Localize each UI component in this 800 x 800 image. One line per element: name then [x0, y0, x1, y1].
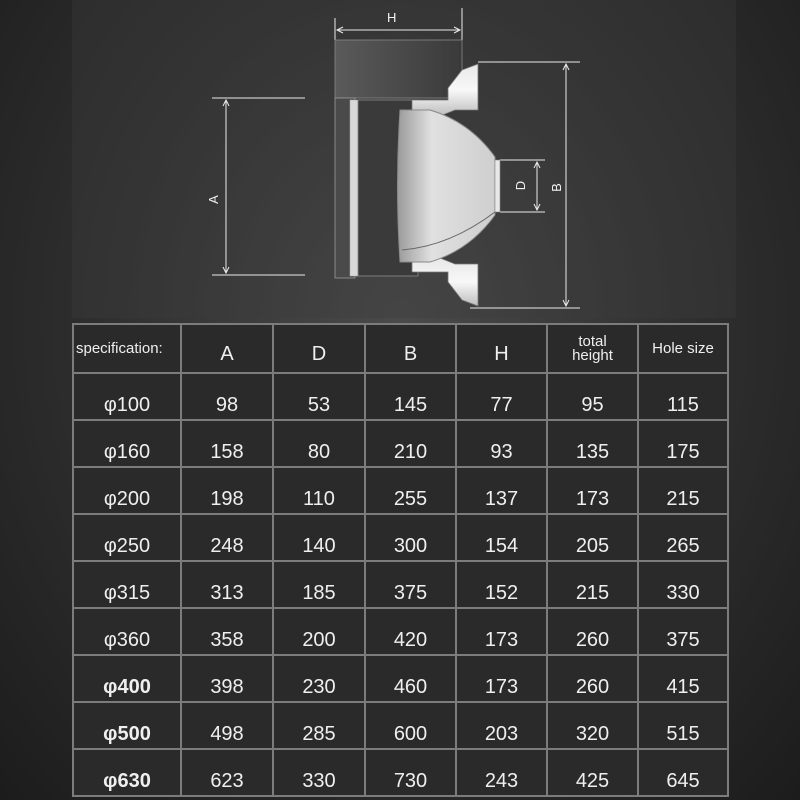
cell-spec: φ400 — [74, 656, 180, 701]
cell-hole-size: 330 — [639, 562, 727, 607]
cell-a: 198 — [182, 468, 272, 513]
cell-spec: φ160 — [74, 421, 180, 466]
cell-total-height: 320 — [548, 703, 637, 748]
cell-spec: φ250 — [74, 515, 180, 560]
cell-hole-size: 375 — [639, 609, 727, 654]
mount-block-top — [335, 40, 462, 98]
cell-spec: φ360 — [74, 609, 180, 654]
header-hole-size: Hole size — [639, 325, 727, 372]
table-row — [74, 750, 727, 795]
cell-spec: φ200 — [74, 468, 180, 513]
cell-hole-size: 215 — [639, 468, 727, 513]
cell-a: 158 — [182, 421, 272, 466]
cell-hole-size: 175 — [639, 421, 727, 466]
cell-d: 110 — [274, 468, 364, 513]
table-row — [74, 374, 727, 419]
cell-total-height: 215 — [548, 562, 637, 607]
cell-h: 173 — [457, 656, 546, 701]
cell-a: 98 — [182, 374, 272, 419]
cap-nozzle — [495, 160, 500, 212]
cell-hole-size: 415 — [639, 656, 727, 701]
cell-h: 152 — [457, 562, 546, 607]
cell-spec: φ100 — [74, 374, 180, 419]
cell-hole-size: 265 — [639, 515, 727, 560]
cell-h: 93 — [457, 421, 546, 466]
cell-d: 200 — [274, 609, 364, 654]
header-total-line1: total — [578, 332, 607, 350]
table-row — [74, 609, 727, 654]
cell-d: 53 — [274, 374, 364, 419]
cell-b: 300 — [366, 515, 455, 560]
cell-total-height: 205 — [548, 515, 637, 560]
cell-spec: φ500 — [74, 703, 180, 748]
cell-h: 137 — [457, 468, 546, 513]
header-specification: specification: — [74, 325, 180, 372]
cell-h: 77 — [457, 374, 546, 419]
cell-hole-size: 645 — [639, 750, 727, 795]
cell-h: 203 — [457, 703, 546, 748]
header-d: D — [274, 325, 364, 372]
cell-a: 358 — [182, 609, 272, 654]
cell-b: 375 — [366, 562, 455, 607]
cell-total-height: 260 — [548, 656, 637, 701]
cell-d: 185 — [274, 562, 364, 607]
cell-b: 420 — [366, 609, 455, 654]
cell-total-height: 425 — [548, 750, 637, 795]
cell-spec: φ630 — [74, 750, 180, 795]
cell-total-height: 95 — [548, 374, 637, 419]
label-d: D — [513, 180, 529, 191]
cell-b: 210 — [366, 421, 455, 466]
cell-h: 243 — [457, 750, 546, 795]
header-total-line2: height — [572, 346, 613, 364]
cell-a: 498 — [182, 703, 272, 748]
cell-a: 313 — [182, 562, 272, 607]
table-row — [74, 515, 727, 560]
table-row — [74, 703, 727, 748]
label-b: B — [548, 183, 564, 192]
cell-d: 140 — [274, 515, 364, 560]
header-h: H — [457, 325, 546, 372]
cell-b: 460 — [366, 656, 455, 701]
table-row — [74, 421, 727, 466]
header-a: A — [182, 325, 272, 372]
cell-b: 600 — [366, 703, 455, 748]
cell-h: 154 — [457, 515, 546, 560]
cell-total-height: 135 — [548, 421, 637, 466]
cell-a: 248 — [182, 515, 272, 560]
cell-hole-size: 515 — [639, 703, 727, 748]
cell-a: 623 — [182, 750, 272, 795]
table-row — [74, 468, 727, 513]
specification-table — [72, 323, 729, 797]
vent-cap-drawing — [0, 0, 800, 320]
cell-h: 173 — [457, 609, 546, 654]
plate-edge — [350, 100, 358, 276]
table-header-row — [74, 325, 727, 372]
cell-d: 285 — [274, 703, 364, 748]
cell-d: 330 — [274, 750, 364, 795]
header-total-height — [548, 325, 637, 372]
cell-b: 730 — [366, 750, 455, 795]
cell-a: 398 — [182, 656, 272, 701]
table-row — [74, 656, 727, 701]
label-h: H — [387, 10, 397, 25]
label-a: A — [205, 195, 221, 204]
cell-total-height: 173 — [548, 468, 637, 513]
cell-b: 145 — [366, 374, 455, 419]
header-b: B — [366, 325, 455, 372]
table-body — [74, 374, 727, 795]
cell-hole-size: 115 — [639, 374, 727, 419]
technical-drawing — [0, 0, 800, 320]
table-row — [74, 562, 727, 607]
cell-b: 255 — [366, 468, 455, 513]
cell-spec: φ315 — [74, 562, 180, 607]
cell-total-height: 260 — [548, 609, 637, 654]
cell-d: 80 — [274, 421, 364, 466]
cell-d: 230 — [274, 656, 364, 701]
